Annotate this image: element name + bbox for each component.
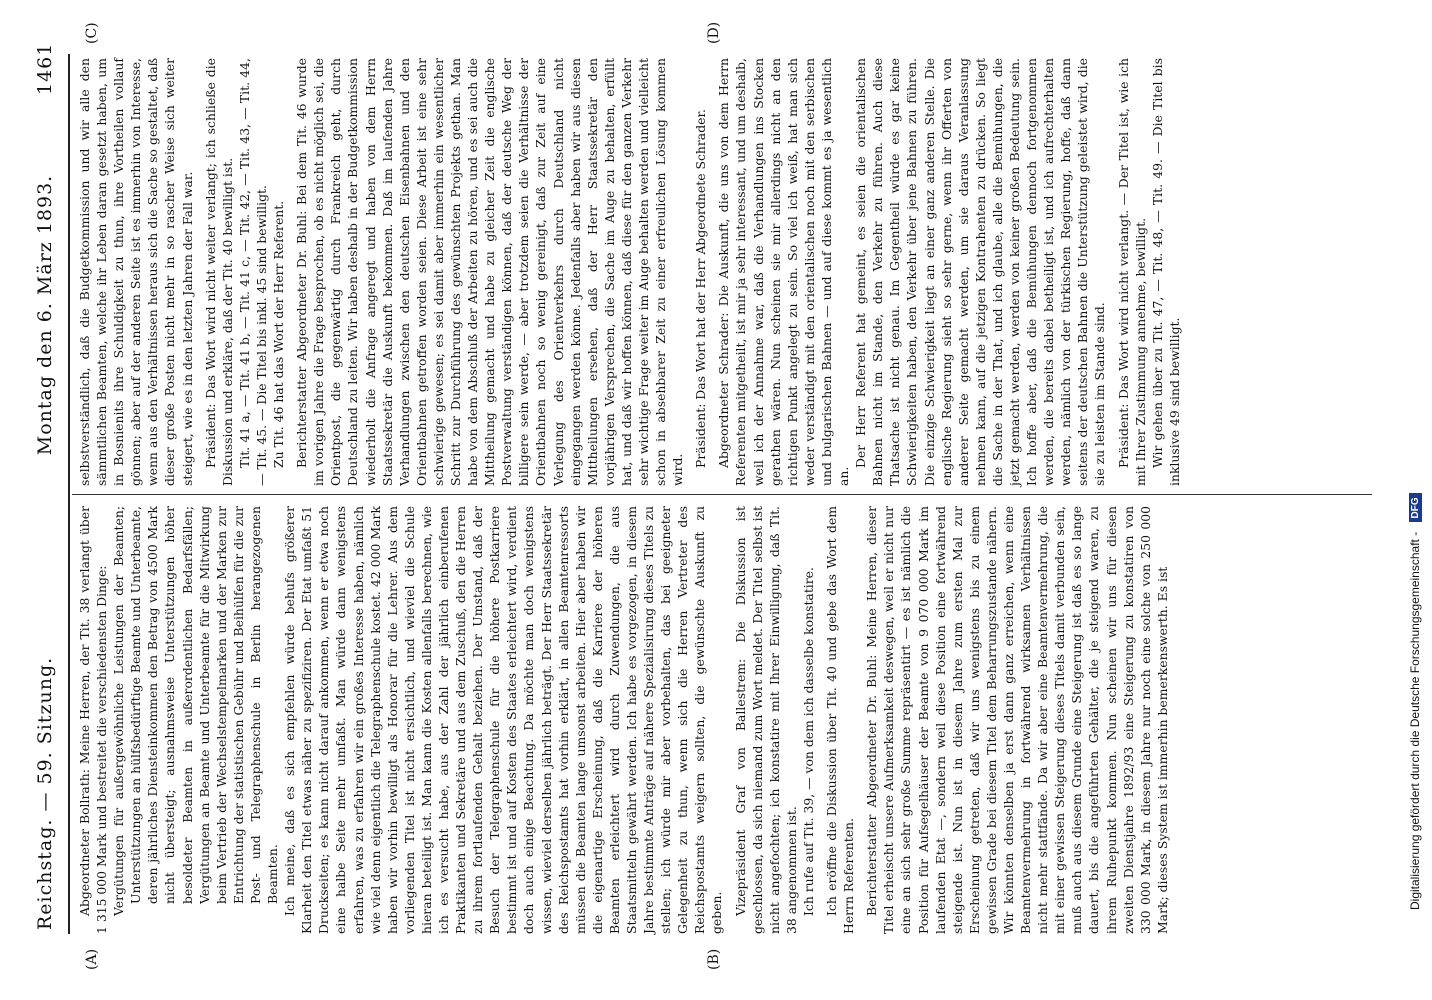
paragraph: Wir gehen über zu Tit. 47, — Tit. 48, — Tit. 49. — Die Titel bis inklusive 49 sind bewilligt.	[1149, 58, 1182, 486]
paragraph: Vizepräsident Graf von Ballestrem: Die Diskussion ist geschlossen, da sich niemand zum Wort meldet. Der Titel selbst ist nicht angefochten; ich konstatire mit Ihrer Einwilligung, daß Tit. 38 angenommen ist.	[732, 506, 799, 934]
expense-list	[110, 506, 281, 916]
paragraph: Abgeordneter Bollrath: Meine Herren, der Tit. 38 verlangt über 1 315 000 Mark und bestreitet die verschiedensten Dinge:	[77, 506, 110, 934]
header-date: Montag den 6. März 1893.	[34, 174, 56, 456]
paragraph: Berichterstatter Abgeordneter Dr. Buhl: Meine Herren, dieser Titel erheischt unsere Aufmerksamkeit deswegen, weil er nicht nur eine an sich sehr große Summe repräsentirt — es ist nämlich die Position für Aufsegelhäuser der Beamte von 9 070 000 Mark im laufenden Etat —, sondern weil diese Position eine fortwährend steigende ist. Nun ist in diesem Jahre zum ersten Mal zur Erscheinung getreten, daß wir uns wenigstens bis zu einem gewissen Grade bei diesem Titel dem Beharrungszustande nähern. Wir könnten denselben ja erst dann ganz erreichen, wenn eine Beamtenvermehrung in fortwährend wirksamen Verhältnissen nicht mehr stattfände. Da wir aber eine Beamtenvermehrung, die mit einer gewissen Steigerung dieses Titels damit verbunden sein, muß auch aus diesem Grunde eine Steigerung ist daß es so lange dauert, bis die angeführten Gehälter, die je steigend waren, zu ihrem Ruhepunkt kommen. Nun scheinen wir uns für diesen zweiten Dienstjahre 1892/93 eine Steigerung zu konstatiren von 330 000 Mark, in diesem Jahre nur noch eine solche von 250 000 Mark; dieses System ist immerhin bemerkenswerth. Es ist	[864, 506, 1170, 934]
list-item: Vergütungen für außergewöhnliche Leistungen der Beamten; Unterstützungen an hülfsbedürftige Beamte und Unterbeamte, deren jährliches Diensteinkommen den Betrag von 4500 Mark nicht übersteigt; ausnahmsweise Unterstützungen höher besoldeter Beamten in außerordentlichen Bedarfsfällen; Vergütungen an Beamte und Unterbeamte für die Mitwirkung beim Vertrieb der Wechselstempelmarken und der Marken zur Entrichtung der statistischen Gebühr und Beihülfen für die zur Post- und Telegraphenschule in Berlin herangezogenen Beamten.	[111, 506, 281, 916]
margin-mark-b: (B)	[706, 948, 722, 970]
margin-mark-c: (C)	[84, 22, 100, 44]
page-number: 1461	[34, 42, 56, 95]
paragraph: Präsident: Das Wort wird nicht weiter verlangt; ich schließe die Diskussion und erkläre, daß der Tit. 40 bewilligt ist.	[202, 58, 235, 486]
paragraph: Abgeordneter Schrader: Die Auskunft, die uns von dem Herrn Referenten mitgetheilt, ist mir ja sehr interessant, und um deshalb, weil ich der Annahme war, daß die Verhandlungen ins Stocken gerathen wären. Nun scheinen sie mir allerdings nicht an den richtigen Punkt angelegt zu sein. So viel ich weiß, hat man sich weder verständigt mit den orientalischen noch mit den serbischen und bulgarischen Bahnen — und auf diese kommt es ja wesentlich an.	[716, 58, 852, 486]
paragraph: Der Herr Referent hat gemeint, es seien die orientalischen Bahnen nicht im Stande, den Verkehr zu führen. Auch diese Thatsache ist nicht genau. Im Gegentheil würde es gar keine Schwierigkeiten haben, den Verkehr über jene Bahnen zu führen. Die einzige Schwierigkeit liegt an einer ganz anderen Stelle. Die englische Regierung sieht so sehr gerne, wenn ihr Offerten von anderer Seite gemacht werden, um sie daraus Veranlassung nehmen kann, auf die jetzigen Kontrahenten zu drücken. So liegt die Sache in der That, und ich glaube, alle die Bemühungen, die jetzt gemacht werden, werden von keiner großen Bedeutung sein. Ich hoffe aber, daß die Bemühungen dennoch fortgenommen werden, die bereits dabei betheiligt ist, und ich aufrechterhalten werden, nämlich von der türkischen Regierung, hoffe, daß dann seitens der deutschen Bahnen die Unterstützung geleistet wird, die sie zu leisten im Stande sind.	[853, 58, 1108, 486]
left-column	[76, 506, 1171, 934]
paragraph: Präsident: Das Wort hat der Herr Abgeordnete Schrader.	[693, 109, 709, 468]
column-divider	[72, 494, 1372, 495]
paragraph: Berichterstatter Abgeordneter Dr. Buhl: Bei dem Tit. 46 wurde im vorigen Jahre die Frage besprochen, ob es nicht möglich sei, die Orientpost, die gegenwärtig durch Frankreich geht, durch Deutschland zu leiten. Wir haben deshalb in der Budgetkommission wiederholt die Anfrage angeregt und haben von dem Herrn Staatssekretär die Auskunft bekommen. Daß im laufenden Jahre Verhandlungen zwischen den deutschen Eisenbahnen und den Orientbahnen getroffen worden seien. Diese Arbeit ist eine sehr schwierige gewesen; es sei damit aber immerhin ein wesentlicher Schritt zur Durchführung des gewünschten Projekts gethan. Man habe von dem Abschluß der Arbeiten zu hören, und es sei auch die Mittheilung gemacht und habe zu gleicher Zeit die englische Postverwaltung verständigen können, daß der deutsche Weg der billigere sein werde, — aber trotzdem seien die Verhältnisse der Orientbahnen noch so wenig gereinigt, daß zur Zeit auf eine Verlegung des Orientverkehrs durch Deutschland nicht eingegangen werden könne. Jedenfalls aber haben wir aus diesen Mittheilungen ersehen, daß der Herr Staatssekretär den vorjährigen Versprechen, die Sache im Auge zu behalten, erfüllt hat, und daß wir hoffen können, daß diese für den ganzen Verkehr sehr wichtige Frage weiter im Auge behalten werden und vielleicht schon in absehbarer Zeit zu einer erfreulichen Lösung kommen wird.	[294, 58, 686, 486]
header-left: Reichstag. — 59. Sitzung.	[34, 656, 56, 930]
paragraph: Zu Tit. 46 hat das Wort der Herr Referent.	[271, 200, 287, 468]
paragraph: Präsident: Das Wort wird nicht verlangt. — Der Titel ist, wie ich mit Ihrer Zustimmung annehme, bewilligt.	[1115, 58, 1148, 486]
paragraph: Tit. 41 a, — Tit. 41 b, — Tit. 41 c, — Tit. 42, — Tit. 43, — Tit. 44, — Tit. 45. — Die Titel bis inkl. 45 sind bewilligt.	[236, 58, 269, 486]
right-column	[76, 58, 1183, 486]
dfg-logo: DFG	[1409, 493, 1422, 522]
header-rule	[68, 54, 70, 934]
credit-text: Digitalisierung gefördert durch die Deutsche Forschungsgemeinschaft -	[1408, 531, 1422, 910]
margin-mark-d: (D)	[706, 21, 722, 44]
digitization-credit	[1408, 90, 1422, 910]
margin-mark-a: (A)	[84, 948, 100, 970]
paragraph: Ich rufe auf Tit. 39, — von dem ich dasselbe konstatire.	[800, 567, 816, 916]
paragraph: selbstverständlich, daß die Budgetkommission und wir alle den sämmtlichen Beamten, welche ihr Leben daran gesetzt haben, um in Bosnienits ihre Schuldigkeit zu thun, ihre Vortheilen vollauf gönnen; aber auf der anderen Seite ist es immerhin von Interesse, wenn aus den Verhältnissen heraus sich die Sache so gestaltet, daß dieser große Posten nicht mehr in so rascher Weise sich weiter steigert, wie es in den letzten Jahren der Fall war.	[77, 58, 195, 486]
paragraph: Ich eröffne die Diskussion über Tit. 40 und gebe das Wort dem Herrn Referenten.	[824, 506, 857, 934]
paragraph: Ich meine, daß es sich empfehlen würde behufs größerer Klarheit den Titel etwas näher zu spezifiziren. Der Etat umfaßt 51 Druckseiten; es kann nicht darauf ankommen, wenn er etwa noch eine halbe Seite mehr umfaßt. Man würde dann wenigstens erfahren, was zu erfahren wir ein großes Interesse haben, nämlich wie viel denn eigentlich die Telegraphenschule kostet. 42 000 Mark haben wir vorhin bewilligt als Honorar für die Lehrer. Aus dem vorliegenden Titel ist nicht ersichtlich, und wieviel die Schule hieran beteiligt ist. Man kann die Kosten allenfalls berechnen, wie ich es versucht habe, aus der Zahl der jährlich einberufenen Praktikanten und Sekretäre und aus dem Zuschuß, den die Herren zu ihrem fortlaufenden Gehalt beziehen. Der Umstand, daß der Besuch der Telegraphenschule für die höhere Postkarriere bestimmt ist und auf Kosten des Staates erleichtert wird, verdient doch auch einige Beachtung. Da möchte man doch wenigstens wissen, wieviel derselben jährlich beträgt. Der Herr Staatssekretär des Reichspostamts hat vorhin erklärt, in allen Beamtenressorts müssen die Beamten lange umsonst arbeiten. Hier aber haben wir die eigenartige Erscheinung, daß die Karriere der höheren Beamten erleichtert wird durch Zuwendungen, die aus Staatsmitteln gewährt werden. Ich habe es vorgezogen, in diesem Jahre bestimmte Anträge auf nähere Spezialisirung dieses Titels zu stellen; ich würde mir aber vorbehalten, das bei geeigneter Gelegenheit zu thun, wenn sich die Herren Vertreter des Reichspostamts weigern sollten, die gewünschte Auskunft zu geben.	[282, 506, 725, 934]
